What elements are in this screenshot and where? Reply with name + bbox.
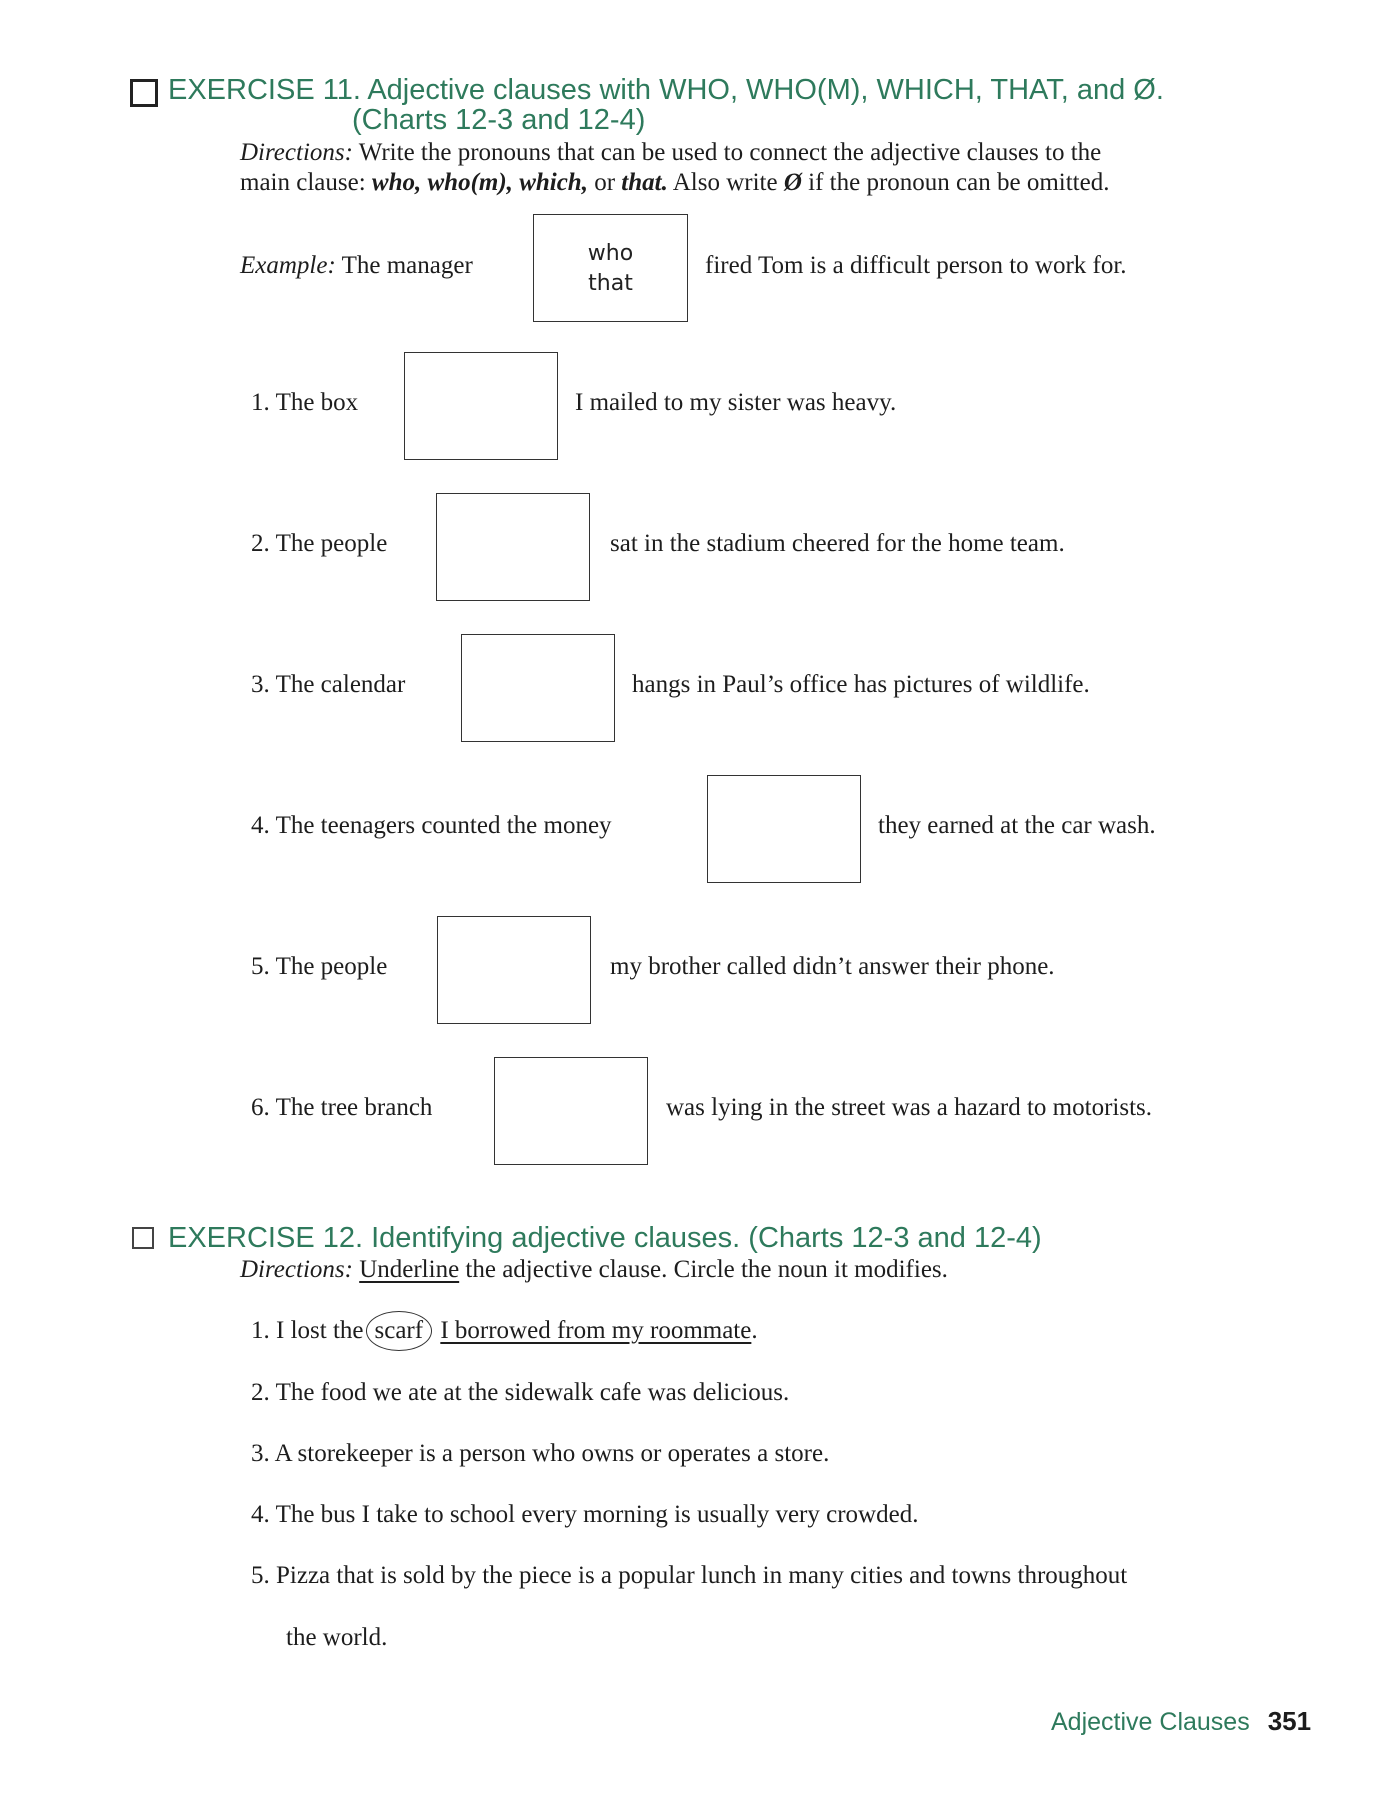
exercise-11-title: EXERCISE 11. Adjective clauses with WHO, WHO(M), WHICH, THAT, and Ø. — [168, 74, 1164, 106]
page-number: 351 — [1267, 1706, 1312, 1736]
ex12-item-5-continued: the world. — [286, 1624, 388, 1651]
item-1-end: I mailed to my sister was heavy. — [575, 389, 897, 416]
ex12-item-3: 3. A storekeeper is a person who owns or operates a store. — [251, 1440, 830, 1467]
item-4-answer-box[interactable] — [707, 775, 861, 883]
item-1-answer-box[interactable] — [404, 352, 558, 460]
item-3-end: hangs in Paul’s office has pictures of wildlife. — [632, 671, 1090, 698]
item-5-end: my brother called didn’t answer their phone. — [610, 953, 1055, 980]
exercise-11-checkbox[interactable] — [130, 79, 158, 107]
item-4-start: 4. The teenagers counted the money — [251, 812, 612, 839]
item-6-start: 6. The tree branch — [251, 1094, 433, 1121]
item-4-end: they earned at the car wash. — [878, 812, 1156, 839]
exercise-11-directions-line2: main clause: who, who(m), which, or that. Also write Ø if the pronoun can be omitted. — [240, 169, 1110, 196]
exercise-11-charts: (Charts 12-3 and 12-4) — [352, 104, 646, 136]
directions-label: Directions: — [240, 139, 353, 166]
underlined-clause: I borrowed from my roommate — [440, 1317, 752, 1344]
circled-noun: scarf — [366, 1311, 433, 1351]
exercise-12-title: EXERCISE 12. Identifying adjective clauses. (Charts 12-3 and 12-4) — [168, 1222, 1042, 1254]
item-2-answer-box[interactable] — [436, 493, 590, 601]
ex12-item-2: 2. The food we ate at the sidewalk cafe was delicious. — [251, 1379, 790, 1406]
ex12-item-5: 5. Pizza that is sold by the piece is a popular lunch in many cities and towns throughout — [251, 1562, 1128, 1589]
item-2-end: sat in the stadium cheered for the home team. — [610, 530, 1065, 557]
item-2-start: 2. The people — [251, 530, 388, 557]
page-footer — [1051, 1706, 1311, 1737]
item-3-answer-box[interactable] — [461, 634, 615, 742]
example-sentence-start: Example: The manager — [240, 252, 473, 279]
ex12-item-4: 4. The bus I take to school every morning is usually very crowded. — [251, 1501, 919, 1528]
footer-section-title: Adjective Clauses — [1051, 1708, 1250, 1736]
item-5-start: 5. The people — [251, 953, 388, 980]
example-answer-who: who — [587, 241, 634, 266]
example-answer-that: that — [588, 271, 633, 296]
item-5-answer-box[interactable] — [437, 916, 591, 1024]
exercise-12-checkbox[interactable] — [132, 1227, 154, 1249]
example-answer-box — [533, 214, 688, 322]
example-label: Example: — [240, 252, 336, 279]
item-3-start: 3. The calendar — [251, 671, 406, 698]
item-1-start: 1. The box — [251, 389, 359, 416]
item-6-answer-box[interactable] — [494, 1057, 648, 1165]
item-6-end: was lying in the street was a hazard to motorists. — [666, 1094, 1152, 1121]
exercise-12-directions: Directions: Underline the adjective clause. Circle the noun it modifies. — [240, 1256, 948, 1283]
directions-label-12: Directions: — [240, 1256, 353, 1283]
ex12-item-1: 1. I lost the scarf I borrowed from my roommate. — [251, 1316, 758, 1346]
exercise-11-directions-line1: Directions: Write the pronouns that can be used to connect the adjective clauses to the — [240, 139, 1102, 166]
example-sentence-end: fired Tom is a difficult person to work for. — [705, 252, 1127, 279]
